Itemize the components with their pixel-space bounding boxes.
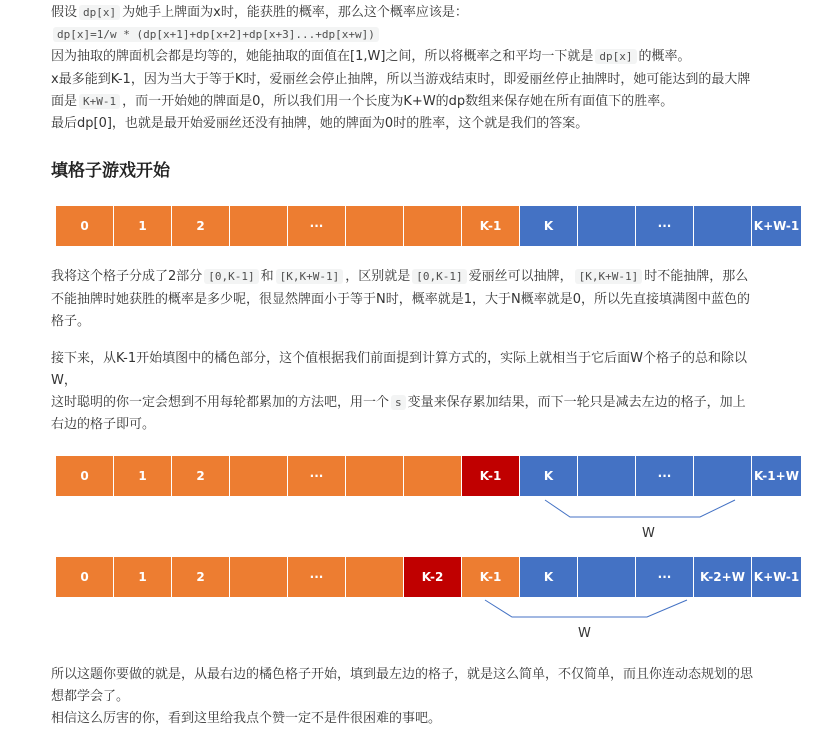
paragraph-max-value-line1: x最多能到K-1，因为当大于等于K时，爱丽丝会停止抽牌，所以当游戏结束时，即爱丽丝停止抽牌时，她可能达到的最大牌 [51, 72, 751, 87]
grid-cell: K-1 [462, 206, 520, 246]
grid-initial [56, 206, 802, 246]
inline-code: [K,K+W-1] [276, 269, 344, 284]
inline-code: K+W-1 [79, 94, 120, 109]
paragraph-next-line3: 这时聪明的你一定会想到不用每轮都累加的方法吧，用一个 s 变量来保存累加结果，而下一轮只是减去左边的格子，加上 [51, 395, 746, 410]
window-label: W [642, 526, 655, 541]
grid-cell: K+W-1 [752, 557, 802, 597]
paragraph-max-value-line2: 面是 K+W-1 ，而一开始她的牌面是0，所以我们用一个长度为K+W的dp数组来保存她在所有面值下的胜率。 [51, 94, 674, 109]
window-brace [540, 497, 740, 523]
paragraph-next-line1: 接下来，从K-1开始填图中的橘色部分，这个值根据我们前面提到计算方式的，实际上就相当于它后面W个格子的总和除以 [51, 351, 747, 366]
grid-cell: ··· [636, 557, 694, 597]
grid-cell: 1 [114, 206, 172, 246]
grid-cell [346, 557, 404, 597]
grid-cell: 0 [56, 557, 114, 597]
inline-code: [K,K+W-1] [575, 269, 643, 284]
paragraph-average: 因为抽取的牌面机会都是均等的，她能抽取的面值在[1,W]之间，所以将概率之和平均一下就是 dp[x] 的概率。 [51, 49, 691, 64]
paragraph-split-line2: 不能抽牌时她获胜的概率是多少呢，很显然牌面小于等于N时，概率就是1，大于N概率就是0，所以先直接填满图中蓝色的 [51, 292, 750, 307]
grid-cell [694, 206, 752, 246]
grid-cell: 2 [172, 456, 230, 496]
paragraph-split-line1: 我将这个格子分成了2部分 [0,K-1] 和 [K,K+W-1] ，区别就是 [0,K-1] 爱丽丝可以抽牌， [K,K+W-1] 时不能抽牌，那么 [51, 269, 749, 284]
grid-cell: 2 [172, 557, 230, 597]
grid-cell [404, 456, 462, 496]
inline-code: dp[x] [79, 5, 120, 20]
paragraph-next-line4: 右边的格子即可。 [51, 417, 156, 432]
inline-code: s [391, 395, 406, 410]
grid-step-k-1 [56, 456, 802, 496]
grid-cell: ··· [288, 557, 346, 597]
grid-cell [694, 456, 752, 496]
grid-cell: 0 [56, 456, 114, 496]
grid-cell: K-1+W [752, 456, 802, 496]
grid-cell: 1 [114, 456, 172, 496]
grid-cell: K-2 [404, 557, 462, 597]
grid-cell [404, 206, 462, 246]
grid-cell: 1 [114, 557, 172, 597]
formula-code: dp[x]=1/w * (dp[x+1]+dp[x+2]+dp[x+3]...+dp[x+w]) [53, 27, 379, 42]
window-label: W [578, 626, 591, 641]
paragraph-conclusion-line2: 想都学会了。 [51, 689, 130, 704]
paragraph-split-line3: 格子。 [51, 314, 91, 329]
grid-cell: K [520, 456, 578, 496]
inline-code: [0,K-1] [412, 269, 466, 284]
grid-cell: K-1 [462, 456, 520, 496]
paragraph-conclusion-line1: 所以这题你要做的就是，从最右边的橘色格子开始，填到最左边的格子，就是这么简单，不仅简单，而且你连动态规划的思 [51, 667, 754, 682]
grid-cell [346, 456, 404, 496]
inline-code: dp[x] [595, 49, 636, 64]
grid-cell [578, 206, 636, 246]
section-heading: 填格子游戏开始 [51, 161, 170, 181]
paragraph-conclusion-line3: 相信这么厉害的你，看到这里给我点个赞一定不是件很困难的事吧。 [51, 711, 442, 726]
inline-code: [0,K-1] [204, 269, 258, 284]
grid-cell [578, 456, 636, 496]
grid-cell [230, 206, 288, 246]
grid-cell: K [520, 557, 578, 597]
grid-cell: K [520, 206, 578, 246]
grid-cell: ··· [288, 206, 346, 246]
grid-cell: ··· [636, 206, 694, 246]
grid-cell: 0 [56, 206, 114, 246]
grid-cell [578, 557, 636, 597]
grid-cell: K-1 [462, 557, 520, 597]
formula-line [51, 25, 381, 45]
grid-cell: 2 [172, 206, 230, 246]
paragraph-answer: 最后dp[0]，也就是最开始爱丽丝还没有抽牌，她的牌面为0时的胜率，这个就是我们的答案。 [51, 116, 589, 131]
grid-step-k-2 [56, 557, 802, 597]
window-brace [482, 597, 692, 623]
grid-cell [346, 206, 404, 246]
grid-cell [230, 557, 288, 597]
paragraph-next-line2: W， [51, 373, 77, 388]
grid-cell: ··· [288, 456, 346, 496]
grid-cell [230, 456, 288, 496]
grid-cell: K+W-1 [752, 206, 802, 246]
paragraph-definition: 假设 dp[x] 为她手上牌面为x时，能获胜的概率，那么这个概率应该是： [51, 5, 468, 20]
grid-cell: K-2+W [694, 557, 752, 597]
grid-cell: ··· [636, 456, 694, 496]
